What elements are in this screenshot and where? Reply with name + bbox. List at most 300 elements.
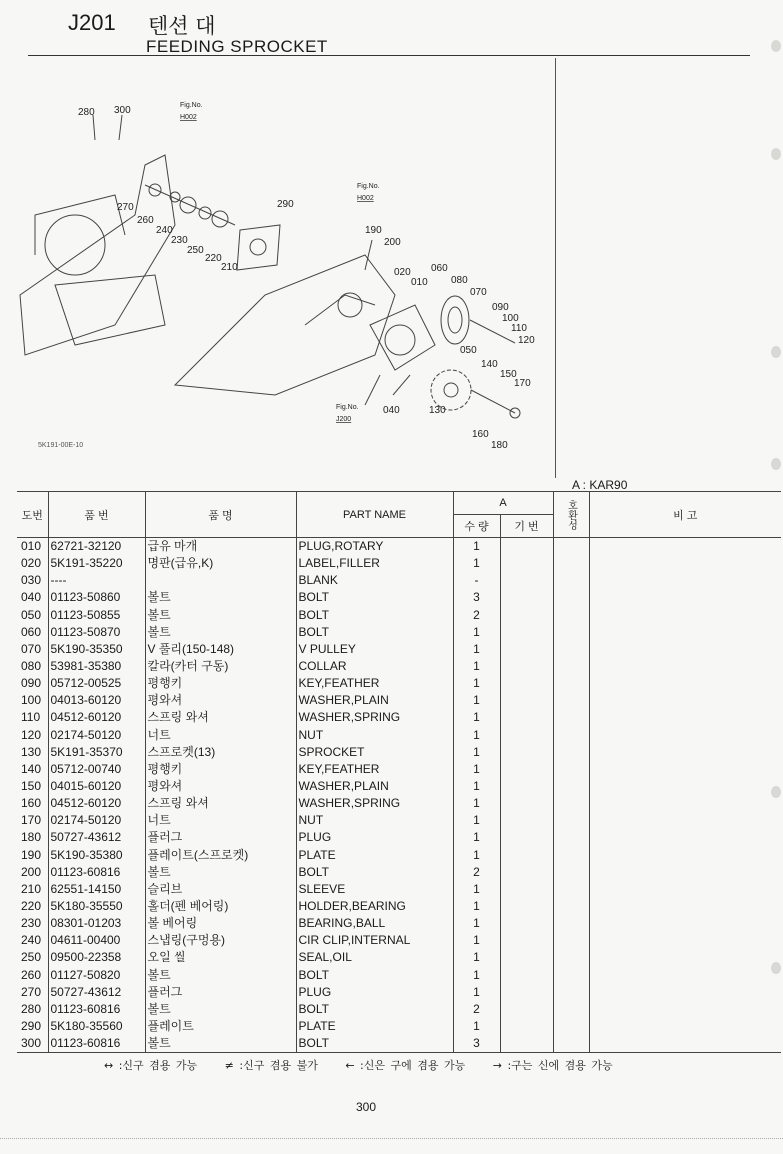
ref-cell: 100 xyxy=(21,693,42,708)
callout: 220 xyxy=(205,253,222,264)
table-row xyxy=(17,795,781,812)
part-name-cell: WASHER,PLAIN xyxy=(296,778,453,795)
part-name-cell: BOLT xyxy=(296,864,453,881)
parts-table xyxy=(17,491,781,1053)
part-name-cell: NUT xyxy=(296,727,453,744)
qty-cell: - xyxy=(453,572,500,589)
compat-cell xyxy=(553,1001,589,1018)
header-base-no: 기 번 xyxy=(500,515,553,538)
page-number: 300 xyxy=(356,1100,377,1114)
legend-item: → :구는 신에 겸용 가능 xyxy=(492,1059,613,1072)
table-row xyxy=(17,641,781,658)
table-row xyxy=(17,658,781,675)
table-row xyxy=(17,624,781,641)
qty-cell: 1 xyxy=(453,658,500,675)
remarks-cell xyxy=(589,555,781,572)
ref-cell: 090 xyxy=(21,676,42,691)
base-no-cell xyxy=(500,864,553,881)
ref-cell: 060 xyxy=(21,624,42,639)
header-part-no: 품 번 xyxy=(48,492,145,538)
compat-cell xyxy=(553,984,589,1001)
part-name-cell: BOLT xyxy=(296,624,453,641)
table-row xyxy=(17,915,781,932)
callout: 070 xyxy=(470,287,487,298)
part-no-cell: 04611-00400 xyxy=(48,932,145,949)
qty-cell: 1 xyxy=(453,675,500,692)
remarks-cell xyxy=(589,1001,781,1018)
binder-hole xyxy=(771,962,781,974)
fig-ref-code: H002 xyxy=(180,114,197,121)
header-ref-no: 도번 xyxy=(17,492,48,538)
part-name-cell: BLANK xyxy=(296,572,453,589)
table-row xyxy=(17,778,781,795)
name-kr-cell: 슬리브 xyxy=(145,881,296,898)
part-name-cell: PLATE xyxy=(296,1018,453,1035)
base-no-cell xyxy=(500,778,553,795)
page-title-korean: 텐션 대 xyxy=(148,14,216,38)
part-no-cell: 62551-14150 xyxy=(48,881,145,898)
callout: 240 xyxy=(156,225,173,236)
part-no-cell: 5K191-35220 xyxy=(48,555,145,572)
bearing-230 xyxy=(180,197,196,213)
part-name-cell: HOLDER,BEARING xyxy=(296,898,453,915)
v-pulley-inner xyxy=(448,307,462,333)
base-no-cell xyxy=(500,675,553,692)
remarks-cell xyxy=(589,641,781,658)
base-no-cell xyxy=(500,658,553,675)
lower-frame xyxy=(55,275,165,345)
ref-cell: 280 xyxy=(21,1001,42,1016)
part-no-cell: 5K190-35350 xyxy=(48,641,145,658)
compat-cell xyxy=(553,915,589,932)
compat-cell xyxy=(553,1018,589,1035)
bottom-edge xyxy=(0,1138,783,1139)
base-no-cell xyxy=(500,709,553,726)
qty-cell: 1 xyxy=(453,761,500,778)
remarks-cell xyxy=(589,658,781,675)
qty-cell: 1 xyxy=(453,641,500,658)
v-pulley-070 xyxy=(441,296,469,344)
callout: 010 xyxy=(411,277,428,288)
part-no-cell: 01127-50820 xyxy=(48,967,145,984)
ref-cell: 160 xyxy=(21,796,42,811)
name-kr-cell: 너트 xyxy=(145,812,296,829)
base-no-cell xyxy=(500,538,553,556)
binder-hole xyxy=(771,148,781,160)
binder-hole xyxy=(771,40,781,52)
compat-cell xyxy=(553,607,589,624)
part-no-cell: 5K180-35550 xyxy=(48,898,145,915)
header-rule xyxy=(28,55,750,56)
ref-cell: 020 xyxy=(21,556,42,571)
compat-cell xyxy=(553,555,589,572)
binder-hole xyxy=(771,346,781,358)
exploded-diagram xyxy=(15,95,560,465)
base-no-cell xyxy=(500,555,553,572)
remarks-cell xyxy=(589,607,781,624)
qty-cell: 2 xyxy=(453,864,500,881)
part-name-cell: CIR CLIP,INTERNAL xyxy=(296,932,453,949)
ref-cell: 240 xyxy=(21,933,42,948)
name-kr-cell: 볼트 xyxy=(145,864,296,881)
callout: 270 xyxy=(117,202,134,213)
part-no-cell: 62721-32120 xyxy=(48,538,145,556)
name-kr-cell: 홀더(펜 베어링) xyxy=(145,898,296,915)
table-row xyxy=(17,675,781,692)
leader-190 xyxy=(365,240,372,270)
page-title-english: FEEDING SPROCKET xyxy=(146,37,328,56)
ref-cell: 270 xyxy=(21,984,42,999)
bearing-220 xyxy=(212,211,228,227)
leader-040 xyxy=(393,375,410,395)
table-row xyxy=(17,812,781,829)
part-name-cell: WASHER,SPRING xyxy=(296,795,453,812)
fig-ref-label: Fig.No. xyxy=(180,102,203,109)
callout: 190 xyxy=(365,225,382,236)
name-kr-cell: 스프링 와셔 xyxy=(145,709,296,726)
plate-hole xyxy=(250,239,266,255)
part-name-cell: SPROCKET xyxy=(296,744,453,761)
qty-cell: 1 xyxy=(453,795,500,812)
table-row xyxy=(17,898,781,915)
qty-cell: 1 xyxy=(453,898,500,915)
ref-cell: 220 xyxy=(21,899,42,914)
compat-cell xyxy=(553,864,589,881)
part-name-cell: PLATE xyxy=(296,847,453,864)
remarks-cell xyxy=(589,1035,781,1053)
legend-item: ≠ :신구 겸용 불가 xyxy=(224,1059,318,1072)
name-kr-cell: 칼라(카터 구동) xyxy=(145,658,296,675)
callout: 170 xyxy=(514,378,531,389)
header-qty: 수 량 xyxy=(453,515,500,538)
qty-cell: 1 xyxy=(453,932,500,949)
part-no-cell: 01123-50855 xyxy=(48,607,145,624)
part-name-cell: NUT xyxy=(296,812,453,829)
ref-cell: 130 xyxy=(21,744,42,759)
base-no-cell xyxy=(500,692,553,709)
callout: 090 xyxy=(492,302,509,313)
callout: 110 xyxy=(511,323,527,334)
name-kr-cell: 볼 베어링 xyxy=(145,915,296,932)
compat-cell xyxy=(553,881,589,898)
ref-cell: 200 xyxy=(21,864,42,879)
name-kr-cell: 볼트 xyxy=(145,967,296,984)
base-no-cell xyxy=(500,727,553,744)
callout: 080 xyxy=(451,275,468,286)
ref-cell: 210 xyxy=(21,881,42,896)
name-kr-cell: 볼트 xyxy=(145,607,296,624)
compat-cell xyxy=(553,898,589,915)
table-row xyxy=(17,555,781,572)
qty-cell: 1 xyxy=(453,847,500,864)
base-no-cell xyxy=(500,1035,553,1053)
part-no-cell: 08301-01203 xyxy=(48,915,145,932)
qty-cell: 1 xyxy=(453,949,500,966)
qty-cell: 3 xyxy=(453,1035,500,1053)
compat-cell xyxy=(553,641,589,658)
name-kr-cell: 평와셔 xyxy=(145,692,296,709)
part-no-cell: 53981-35380 xyxy=(48,658,145,675)
qty-cell: 1 xyxy=(453,915,500,932)
remarks-cell xyxy=(589,932,781,949)
base-no-cell xyxy=(500,1018,553,1035)
table-row xyxy=(17,984,781,1001)
callout: 260 xyxy=(137,215,154,226)
part-name-cell: PLUG,ROTARY xyxy=(296,538,453,556)
qty-cell: 3 xyxy=(453,589,500,606)
binder-hole xyxy=(771,458,781,470)
callout: 300 xyxy=(114,105,131,116)
callout: 100 xyxy=(502,313,519,324)
base-no-cell xyxy=(500,607,553,624)
table-row xyxy=(17,607,781,624)
remarks-cell xyxy=(589,915,781,932)
table-row xyxy=(17,932,781,949)
name-kr-cell: 명판(급유,K) xyxy=(145,555,296,572)
part-no-cell: 04512-60120 xyxy=(48,795,145,812)
leader-280 xyxy=(93,115,95,140)
holder-plate-290 xyxy=(237,225,280,270)
qty-cell: 1 xyxy=(453,812,500,829)
name-kr-cell: 볼트 xyxy=(145,589,296,606)
compat-cell xyxy=(553,778,589,795)
ref-cell: 190 xyxy=(21,847,42,862)
compat-cell xyxy=(553,829,589,846)
compat-cell xyxy=(553,572,589,589)
callout: 200 xyxy=(384,237,401,248)
part-no-cell: 09500-22358 xyxy=(48,949,145,966)
base-no-cell xyxy=(500,847,553,864)
name-kr-cell: 플레이트 xyxy=(145,1018,296,1035)
callout: 280 xyxy=(78,107,95,118)
part-no-cell: 05712-00740 xyxy=(48,761,145,778)
part-name-cell: BOLT xyxy=(296,589,453,606)
bearing-stack xyxy=(145,185,235,225)
part-name-cell: WASHER,SPRING xyxy=(296,709,453,726)
section-code: J201 xyxy=(68,10,116,35)
ref-cell: 080 xyxy=(21,659,42,674)
name-kr-cell: 급유 마개 xyxy=(145,538,296,556)
remarks-cell xyxy=(589,744,781,761)
ref-cell: 070 xyxy=(21,641,42,656)
callout: 120 xyxy=(518,335,535,346)
part-name-cell: KEY,FEATHER xyxy=(296,675,453,692)
part-no-cell: 04013-60120 xyxy=(48,692,145,709)
header-name-kr: 품 명 xyxy=(145,492,296,538)
part-name-cell: SLEEVE xyxy=(296,881,453,898)
ref-cell: 050 xyxy=(21,607,42,622)
compat-cell xyxy=(553,795,589,812)
qty-cell: 1 xyxy=(453,984,500,1001)
compat-cell xyxy=(553,932,589,949)
remarks-cell xyxy=(589,984,781,1001)
base-no-cell xyxy=(500,624,553,641)
remarks-cell xyxy=(589,881,781,898)
remarks-cell xyxy=(589,778,781,795)
sprocket-hub-center xyxy=(385,325,415,355)
remarks-cell xyxy=(589,967,781,984)
part-name-cell: LABEL,FILLER xyxy=(296,555,453,572)
part-no-cell: 50727-43612 xyxy=(48,984,145,1001)
compat-cell xyxy=(553,967,589,984)
qty-cell: 1 xyxy=(453,555,500,572)
fig-ref-code: H002 xyxy=(357,195,374,202)
remarks-cell xyxy=(589,675,781,692)
name-kr-cell: 스냅링(구멍용) xyxy=(145,932,296,949)
table-row xyxy=(17,572,781,589)
compat-cell xyxy=(553,538,589,556)
table-row xyxy=(17,589,781,606)
figure-code: 5K191-00E-10 xyxy=(38,442,84,449)
base-no-cell xyxy=(500,812,553,829)
ref-cell: 030 xyxy=(21,573,42,588)
case-body xyxy=(175,255,395,395)
frame-panel xyxy=(35,195,125,255)
name-kr-cell: 플러그 xyxy=(145,984,296,1001)
remarks-cell xyxy=(589,589,781,606)
qty-cell: 1 xyxy=(453,727,500,744)
name-kr-cell: V 풀리(150-148) xyxy=(145,641,296,658)
header-part-name: PART NAME xyxy=(296,492,453,538)
base-no-cell xyxy=(500,761,553,778)
compatibility-legend xyxy=(104,1057,635,1073)
callout: 290 xyxy=(277,199,294,210)
part-name-cell: PLUG xyxy=(296,984,453,1001)
table-row xyxy=(17,1035,781,1053)
part-no-cell: 02174-50120 xyxy=(48,727,145,744)
name-kr-cell: 플러그 xyxy=(145,829,296,846)
remarks-cell xyxy=(589,538,781,556)
part-name-cell: BOLT xyxy=(296,607,453,624)
part-no-cell: 01123-60816 xyxy=(48,1035,145,1053)
base-no-cell xyxy=(500,829,553,846)
remarks-cell xyxy=(589,949,781,966)
part-name-cell: BOLT xyxy=(296,967,453,984)
table-row xyxy=(17,881,781,898)
callout: 180 xyxy=(491,440,508,451)
name-kr-cell: 볼트 xyxy=(145,1035,296,1053)
qty-cell: 1 xyxy=(453,1018,500,1035)
table-row xyxy=(17,1018,781,1035)
qty-cell: 1 xyxy=(453,624,500,641)
callout: 150 xyxy=(500,369,517,380)
part-name-cell: KEY,FEATHER xyxy=(296,761,453,778)
compat-cell xyxy=(553,675,589,692)
part-no-cell: ---- xyxy=(48,572,145,589)
remarks-cell xyxy=(589,847,781,864)
table-row xyxy=(17,538,781,556)
part-name-cell: BOLT xyxy=(296,1001,453,1018)
sprocket-hub xyxy=(370,305,435,370)
callout: 210 xyxy=(221,262,238,273)
ref-cell: 120 xyxy=(21,727,42,742)
qty-cell: 1 xyxy=(453,538,500,556)
part-no-cell: 01123-50870 xyxy=(48,624,145,641)
name-kr-cell: 평와셔 xyxy=(145,778,296,795)
callout: 060 xyxy=(431,263,448,274)
name-kr-cell: 평행키 xyxy=(145,761,296,778)
compat-cell xyxy=(553,589,589,606)
ref-cell: 230 xyxy=(21,916,42,931)
table-row xyxy=(17,949,781,966)
callout: 140 xyxy=(481,359,498,370)
table-row xyxy=(17,709,781,726)
remarks-cell xyxy=(589,624,781,641)
base-no-cell xyxy=(500,967,553,984)
table-row xyxy=(17,829,781,846)
part-no-cell: 50727-43612 xyxy=(48,829,145,846)
base-no-cell xyxy=(500,572,553,589)
name-kr-cell: 스프로켓(13) xyxy=(145,744,296,761)
binder-hole xyxy=(771,786,781,798)
ref-cell: 010 xyxy=(21,539,42,554)
callout: 020 xyxy=(394,267,411,278)
base-no-cell xyxy=(500,641,553,658)
compat-cell xyxy=(553,847,589,864)
qty-cell: 1 xyxy=(453,709,500,726)
remarks-cell xyxy=(589,727,781,744)
table-row xyxy=(17,967,781,984)
base-no-cell xyxy=(500,949,553,966)
remarks-cell xyxy=(589,572,781,589)
qty-cell: 1 xyxy=(453,744,500,761)
part-no-cell: 01123-50860 xyxy=(48,589,145,606)
leader-300 xyxy=(119,115,122,140)
ref-cell: 170 xyxy=(21,813,42,828)
part-no-cell: 04015-60120 xyxy=(48,778,145,795)
base-no-cell xyxy=(500,1001,553,1018)
part-name-cell: V PULLEY xyxy=(296,641,453,658)
compat-cell xyxy=(553,709,589,726)
callout: 250 xyxy=(187,245,204,256)
part-name-cell: BEARING,BALL xyxy=(296,915,453,932)
ref-cell: 140 xyxy=(21,761,42,776)
compat-cell xyxy=(553,761,589,778)
qty-cell: 1 xyxy=(453,829,500,846)
header-remarks: 비 고 xyxy=(589,492,781,538)
ref-cell: 260 xyxy=(21,967,42,982)
part-name-cell: BOLT xyxy=(296,1035,453,1053)
compat-cell xyxy=(553,949,589,966)
header-compat: 호환성 xyxy=(553,492,589,538)
name-kr-cell: 스프링 와셔 xyxy=(145,795,296,812)
part-name-cell: WASHER,PLAIN xyxy=(296,692,453,709)
compat-cell xyxy=(553,692,589,709)
frame-hole xyxy=(45,215,105,275)
name-kr-cell: 너트 xyxy=(145,727,296,744)
part-no-cell: 5K191-35370 xyxy=(48,744,145,761)
base-no-cell xyxy=(500,984,553,1001)
compat-cell xyxy=(553,658,589,675)
sprocket-center xyxy=(444,383,458,397)
name-kr-cell: 플레이트(스프로켓) xyxy=(145,847,296,864)
qty-cell: 2 xyxy=(453,607,500,624)
case-rib xyxy=(305,295,375,325)
shaft-2 xyxy=(471,390,515,413)
qty-cell: 1 xyxy=(453,692,500,709)
ref-cell: 300 xyxy=(17,1035,48,1053)
base-no-cell xyxy=(500,881,553,898)
name-kr-cell: 평행키 xyxy=(145,675,296,692)
part-name-cell: SEAL,OIL xyxy=(296,949,453,966)
remarks-cell xyxy=(589,692,781,709)
ref-cell: 110 xyxy=(21,710,41,725)
leader-j200 xyxy=(365,375,380,405)
part-no-cell: 05712-00525 xyxy=(48,675,145,692)
table-row xyxy=(17,847,781,864)
name-kr-cell: 오일 씰 xyxy=(145,949,296,966)
ref-cell: 040 xyxy=(21,590,42,605)
